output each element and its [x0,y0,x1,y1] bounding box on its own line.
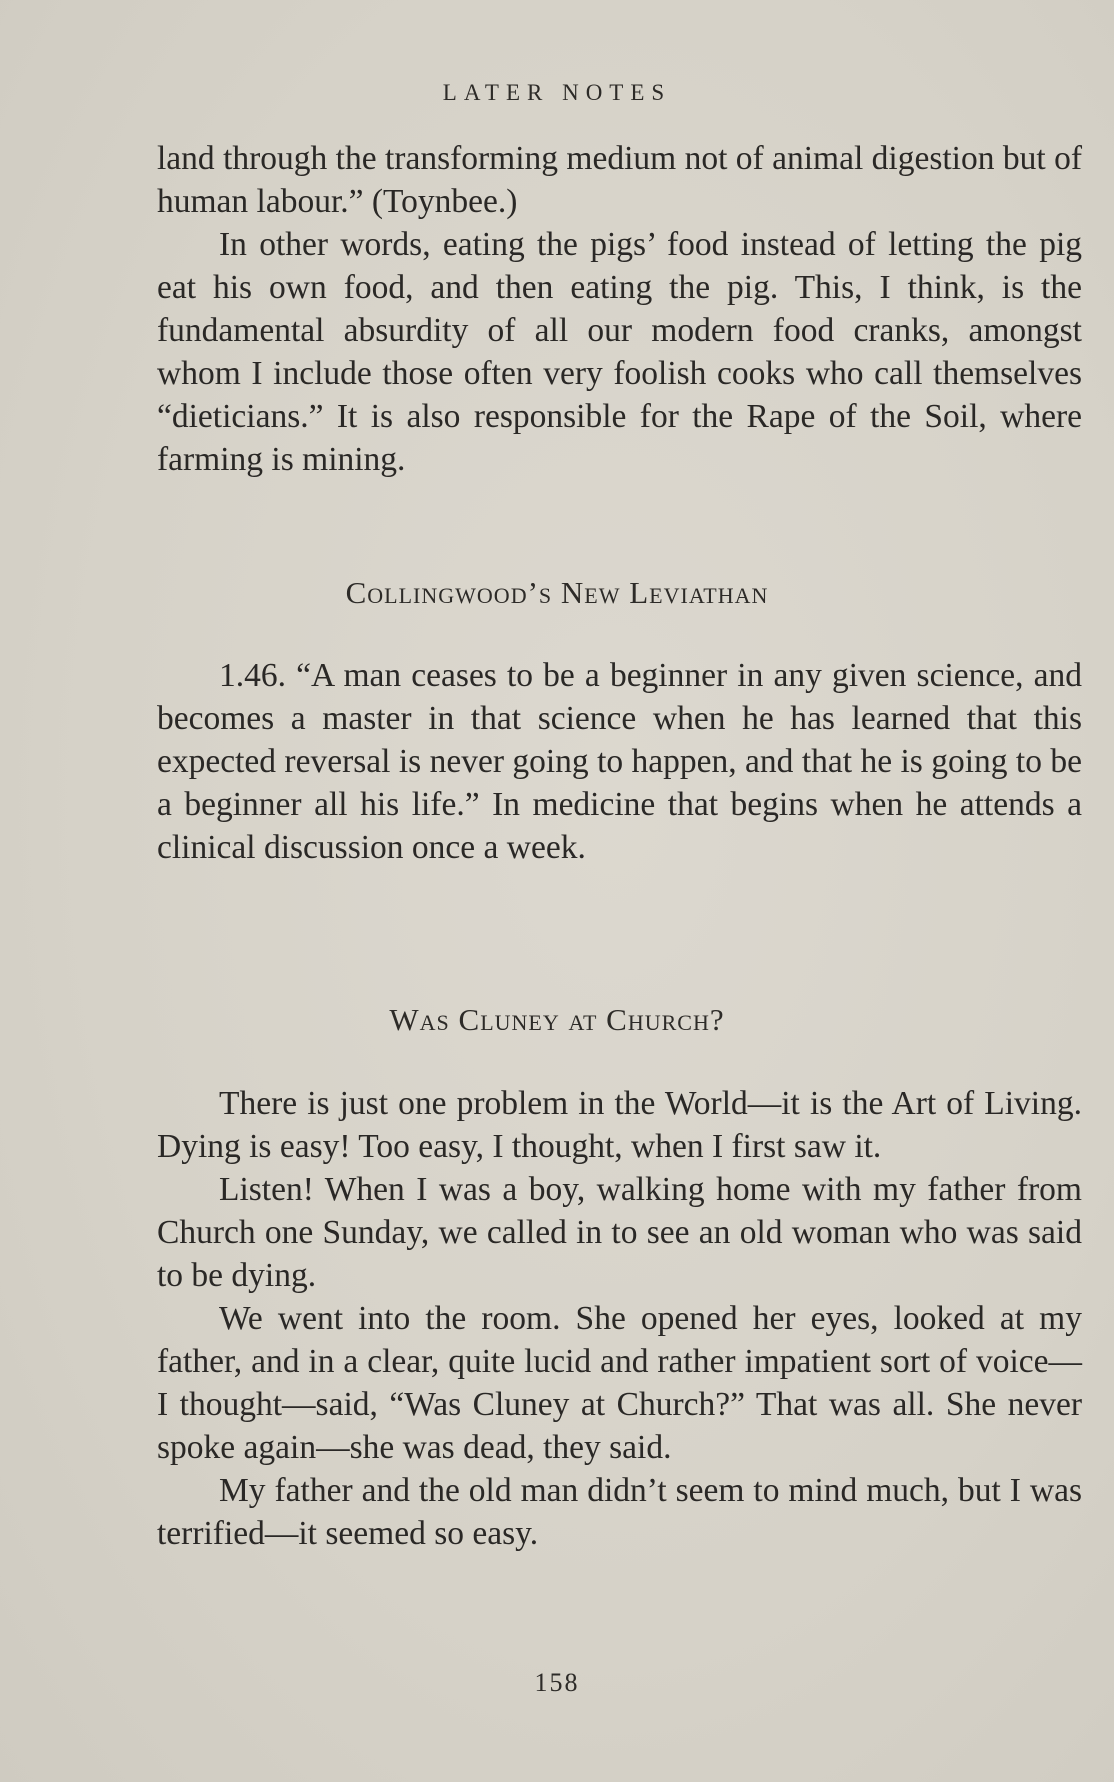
paragraph: We went into the room. She opened her eyes, looked at my father, and in a clear, quite lucid and rather impatient sort of voice—I thought—said, “Was Cluney at Church?” That was all. She never spoke again—she was dead, they said. [157,1300,1082,1466]
paragraph: Listen! When I was a boy, walking home with my father from Church one Sunday, we called in to see an old woman who was said to be dying. [157,1171,1082,1294]
paragraph: My father and the old man didn’t seem to mind much, but I was terrified—it seemed so easy. [157,1472,1082,1552]
paragraph: 1.46. “A man ceases to be a beginner in any given science, and becomes a master in that science when he has learned that this expected reversal is never going to happen, and that he is going to be a beginner all his life.” In medicine that begins when he attends a clinical discussion once a week. [157,657,1082,866]
paragraph: land through the transforming medium not of animal digestion but of human labour.” (Toynbee.) [157,140,1082,220]
paragraph: In other words, eating the pigs’ food instead of letting the pig eat his own food, and then eating the pig. This, I think, is the fundamental absurdity of all our modern food cranks, amongst whom I include those often very foolish cooks who call themselves “dieticians.” It is also responsible for the Rape of the Soil, where farming is mining. [157,226,1082,478]
section-heading-collingwood: Collingwood’s New Leviathan [345,575,769,610]
section-toynbee [157,137,1082,481]
section-collingwood [157,654,1082,869]
paragraph: There is just one problem in the World—it is the Art of Living. Dying is easy! Too easy, I thought, when I first saw it. [157,1085,1082,1165]
running-head: LATER NOTES [442,80,672,105]
page-number: 158 [534,1668,580,1697]
section-heading-cluney: Was Cluney at Church? [389,1002,725,1037]
section-cluney [157,1082,1082,1555]
